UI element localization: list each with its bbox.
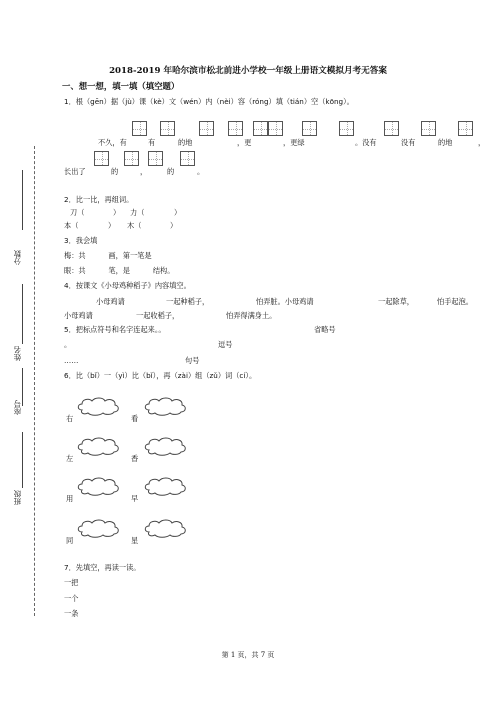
q2-prompt: 2．比一比，再组词。 [64,195,134,204]
binding-dashed-line [34,146,35,616]
q1-text: 有 [148,138,156,147]
q5-item: 逗号 [218,340,233,349]
q2-text: 刀（ [70,208,85,217]
q6-char: 同 [66,536,74,545]
q1-text: 没有 [401,138,416,147]
writing-box[interactable] [384,121,399,136]
section-heading: 一、想一想，填一填（填空题） [62,81,180,91]
writing-box[interactable] [268,121,283,136]
q2-text: ） [170,221,178,230]
q6-char: 香 [131,454,139,463]
page-footer: 第 1 页，共 7 页 [221,651,275,659]
writing-box[interactable] [132,121,147,136]
q3-line: 梅：共 画，第一笔是 [64,251,152,260]
writing-box[interactable] [228,121,243,136]
page-title: 2018-2019 年哈尔滨市松北前进小学校一年级上册语文模拟月考无答案 [109,66,387,76]
writing-box[interactable] [199,121,214,136]
q7-item: 一条 [64,609,79,618]
q1-text: 的 [111,167,119,176]
writing-box[interactable] [160,121,175,136]
q5-item: 。 [64,340,72,349]
q1-text: ， [140,167,148,176]
cloud-answer-bubble[interactable] [143,396,187,416]
q1-text: 的地 [178,138,193,147]
class-label: 班级 [13,490,22,505]
q7-prompt: 7．先填空，再读一读。 [64,563,141,572]
writing-box[interactable] [94,151,109,166]
writing-box[interactable] [421,121,436,136]
q2-text: ） [174,208,182,217]
q6-char: 用 [66,494,74,503]
q2-text: ） [113,208,121,217]
writing-box[interactable] [253,121,268,136]
cloud-answer-bubble[interactable] [76,396,120,416]
q1-text: ，更绿 [283,138,305,147]
q4-text: 一起种稻子， [166,297,210,306]
q2-text: 木（ [127,221,142,230]
class-underline [22,432,24,488]
q1-text: 。 [197,167,205,176]
school-no-label: 座号 [13,400,22,415]
q7-item: 一把 [64,578,79,587]
q5-item: 句号 [185,356,200,365]
q1-text: 。没有 [355,138,377,147]
q6-char: 左 [66,454,74,463]
q1-text: ， [478,138,486,147]
q4-text: 小母鸡请 [96,297,125,306]
q3-line: 眼：共 笔，是 结构。 [64,266,175,275]
writing-box[interactable] [124,151,139,166]
q1-text: ，更 [237,138,252,147]
q5-item: 省略号 [314,325,336,334]
q6-prompt: 6．比（bǐ）一（yì）比（bǐ），再（zài）组（zǔ）词（cí）。 [64,371,257,380]
q6-char: 早 [131,494,139,503]
q4-prompt: 4．按课文《小母鸡种稻子》内容填空。 [64,281,191,290]
q4-text: 小母鸡请 [64,311,93,320]
q4-text: 一起除草， [378,297,414,306]
q7-item: 一个 [64,594,79,603]
writing-box[interactable] [148,151,163,166]
score-underline [22,170,24,230]
score-label: 分数 [13,250,22,265]
q5-prompt: 5．把标点符号和名字连起来。。 [64,325,166,334]
q1-text: 的地 [438,138,453,147]
writing-box[interactable] [458,121,473,136]
q4-text: 怕弄脏。小母鸡请 [256,297,314,306]
cloud-answer-bubble[interactable] [143,476,187,496]
name-underline [22,284,24,344]
q4-text: 一起收稻子， [136,311,180,320]
q6-char: 右 [66,414,74,423]
q2-text: 本（ [64,221,79,230]
q1-text: 长出了 [64,167,86,176]
q1-text: 的 [167,167,175,176]
q5-item: …… [64,356,79,365]
writing-box[interactable] [302,121,317,136]
cloud-answer-bubble[interactable] [76,476,120,496]
q1-prompt: 1．根（gēn）据（jù）课（kè）文（wén）内（nèi）容（róng）填（tián）空（kōng）。 [64,97,354,106]
q2-text: ） [108,221,116,230]
q1-text: 不久，有 [98,138,127,147]
q4-text: 怕弄得满身土。 [226,311,277,320]
cloud-answer-bubble[interactable] [76,518,120,538]
name-label: 姓名 [13,346,22,361]
cloud-answer-bubble[interactable] [143,518,187,538]
writing-box[interactable] [180,151,195,166]
cloud-answer-bubble[interactable] [143,436,187,456]
cloud-answer-bubble[interactable] [76,436,120,456]
q3-prompt: 3．我会填 [64,236,98,245]
q4-text: 怕手起泡。 [437,297,473,306]
q2-text: 力（ [130,208,145,217]
q6-char: 星 [131,536,139,545]
writing-box[interactable] [339,121,354,136]
q6-char: 看 [131,414,139,423]
